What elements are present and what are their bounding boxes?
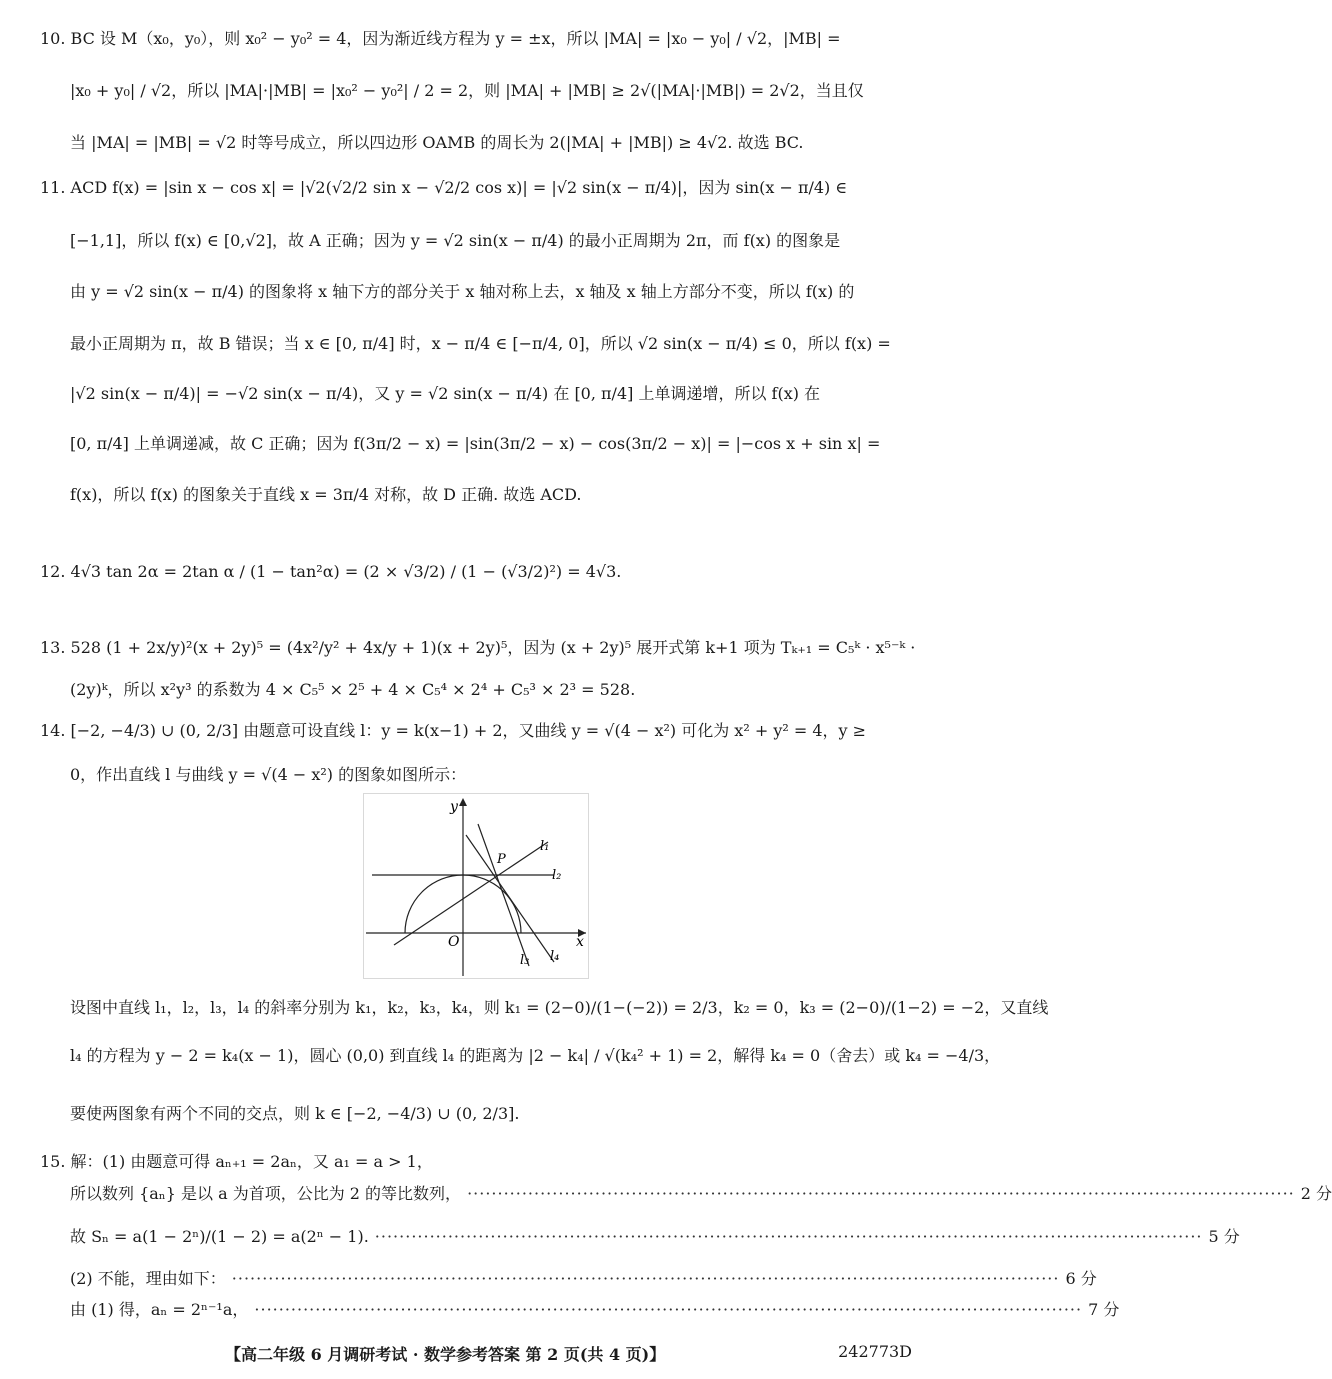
label-l1: l₁ xyxy=(540,839,550,854)
dot-leader: ········································································································································ xyxy=(467,1184,1295,1203)
q10-line-3: 当 |MA| = |MB| = √2 时等号成立，所以四边形 OAMB 的周长为 2(|MA| + |MB|) ≥ 4√2. 故选 BC. xyxy=(70,133,804,152)
q12-line-1: 12. 4√3 tan 2α = 2tan α / (1 − tan²α) = (2 × √3/2) / (1 − (√3/2)²) = 4√3. xyxy=(40,562,622,581)
score-points: 5 分 xyxy=(1208,1227,1240,1246)
footer-code: 242773D xyxy=(838,1342,912,1361)
q11-line-1: 11. ACD f(x) = |sin x − cos x| = |√2(√2/2 sin x − √2/2 cos x)| = |√2 sin(x − π/4)|，因为 sin(x − π/4) ∈ xyxy=(40,178,848,197)
q14-figure xyxy=(363,793,589,979)
footer-title: 【高二年级 6 月调研考试 · 数学参考答案 第 2 页(共 4 页)】 xyxy=(225,1345,666,1364)
q15-line-5 xyxy=(70,1299,1120,1321)
q14-line-1: 14. [−2, −4/3) ∪ (0, 2/3] 由题意可设直线 l：y = k(x−1) + 2，又曲线 y = √(4 − x²) 可化为 x² + y² = 4，y ≥ xyxy=(40,721,867,740)
q11-line-7: f(x)，所以 f(x) 的图象关于直线 x = 3π/4 对称，故 D 正确. 故选 ACD. xyxy=(70,485,582,504)
dot-leader: ········································································································································ xyxy=(254,1300,1083,1319)
q14-line-2: 0，作出直线 l 与曲线 y = √(4 − x²) 的图象如图所示： xyxy=(70,765,467,784)
q15-step-text: (2) 不能，理由如下： xyxy=(70,1269,226,1288)
q15-step-text: 所以数列 {aₙ} 是以 a 为首项，公比为 2 的等比数列， xyxy=(70,1184,462,1203)
q15-step-text: 故 Sₙ = a(1 − 2ⁿ)/(1 − 2) = a(2ⁿ − 1). xyxy=(70,1227,369,1246)
q15-line-3 xyxy=(70,1226,1240,1248)
q11-line-4: 最小正周期为 π，故 B 错误；当 x ∈ [0, π/4] 时，x − π/4 ∈ [−π/4, 0]，所以 √2 sin(x − π/4) ≤ 0，所以 f(x) = xyxy=(70,334,891,353)
q10-line-2: |x₀ + y₀| / √2，所以 |MA|·|MB| = |x₀² − y₀²| / 2 = 2，则 |MA| + |MB| ≥ 2√(|MA|·|MB|) = 2√2，当且仅 xyxy=(70,81,864,100)
y-axis-arrow xyxy=(459,798,467,806)
q11-line-3: 由 y = √2 sin(x − π/4) 的图象将 x 轴下方的部分关于 x 轴对称上去，x 轴及 x 轴上方部分不变，所以 f(x) 的 xyxy=(70,282,855,301)
q15-line-4 xyxy=(70,1268,1097,1290)
q15-line-2 xyxy=(70,1183,1332,1205)
q11-line-2: [−1,1]，所以 f(x) ∈ [0,√2]，故 A 正确；因为 y = √2 sin(x − π/4) 的最小正周期为 2π，而 f(x) 的图象是 xyxy=(70,231,841,250)
label-x: x xyxy=(576,934,584,950)
label-y: y xyxy=(450,799,458,815)
q11-line-5: |√2 sin(x − π/4)| = −√2 sin(x − π/4)，又 y = √2 sin(x − π/4) 在 [0, π/4] 上单调递增，所以 f(x) 在 xyxy=(70,384,821,403)
line-l4 xyxy=(466,835,554,962)
q14-line-4: l₄ 的方程为 y − 2 = k₄(x − 1)，圆心 (0,0) 到直线 l₄ 的距离为 |2 − k₄| / √(k₄² + 1) = 2，解得 k₄ = 0（舍去）或 k₄ = −4/3， xyxy=(70,1046,1001,1065)
page-footer xyxy=(0,1342,950,1366)
score-points: 6 分 xyxy=(1065,1269,1097,1288)
q11-line-6: [0, π/4] 上单调递减，故 C 正确；因为 f(3π/2 − x) = |sin(3π/2 − x) − cos(3π/2 − x)| = |−cos x + sin x| = xyxy=(70,434,881,453)
q15-line-1: 15. 解：(1) 由题意可得 aₙ₊₁ = 2aₙ，又 a₁ = a > 1， xyxy=(40,1152,433,1171)
dot-leader: ········································································································································ xyxy=(374,1227,1203,1246)
label-origin: O xyxy=(448,934,460,950)
q15-step-text: 由 (1) 得，aₙ = 2ⁿ⁻¹a， xyxy=(70,1300,249,1319)
line-l1 xyxy=(394,842,548,945)
score-points: 7 分 xyxy=(1088,1300,1120,1319)
line-l3 xyxy=(478,824,529,966)
q10-line-1: 10. BC 设 M（x₀，y₀），则 x₀² − y₀² = 4，因为渐近线方程为 y = ±x，所以 |MA| = |x₀ − y₀| / √2，|MB| = xyxy=(40,29,841,48)
score-points: 2 分 xyxy=(1300,1184,1332,1203)
q14-graph xyxy=(364,794,588,978)
label-l4: l₄ xyxy=(550,949,560,964)
q13-line-2: (2y)ᵏ，所以 x²y³ 的系数为 4 × C₅⁵ × 2⁵ + 4 × C₅⁴ × 2⁴ + C₅³ × 2³ = 528. xyxy=(70,680,636,699)
q14-line-3: 设图中直线 l₁，l₂，l₃，l₄ 的斜率分别为 k₁，k₂，k₃，k₄，则 k₁ = (2−0)/(1−(−2)) = 2/3，k₂ = 0，k₃ = (2−0)/(1−2) = −2，又直线 xyxy=(70,998,1049,1017)
label-l3: l₃ xyxy=(520,953,530,968)
label-l2: l₂ xyxy=(552,868,562,883)
q14-line-5: 要使两图象有两个不同的交点，则 k ∈ [−2, −4/3) ∪ (0, 2/3]. xyxy=(70,1104,520,1123)
q13-line-1: 13. 528 (1 + 2x/y)²(x + 2y)⁵ = (4x²/y² + 4x/y + 1)(x + 2y)⁵，因为 (x + 2y)⁵ 展开式第 k+1 项为 Tₖ₊₁ = C₅ᵏ · x⁵⁻ᵏ · xyxy=(40,638,916,657)
label-P: P xyxy=(497,852,506,867)
dot-leader: ········································································································································ xyxy=(231,1269,1060,1288)
